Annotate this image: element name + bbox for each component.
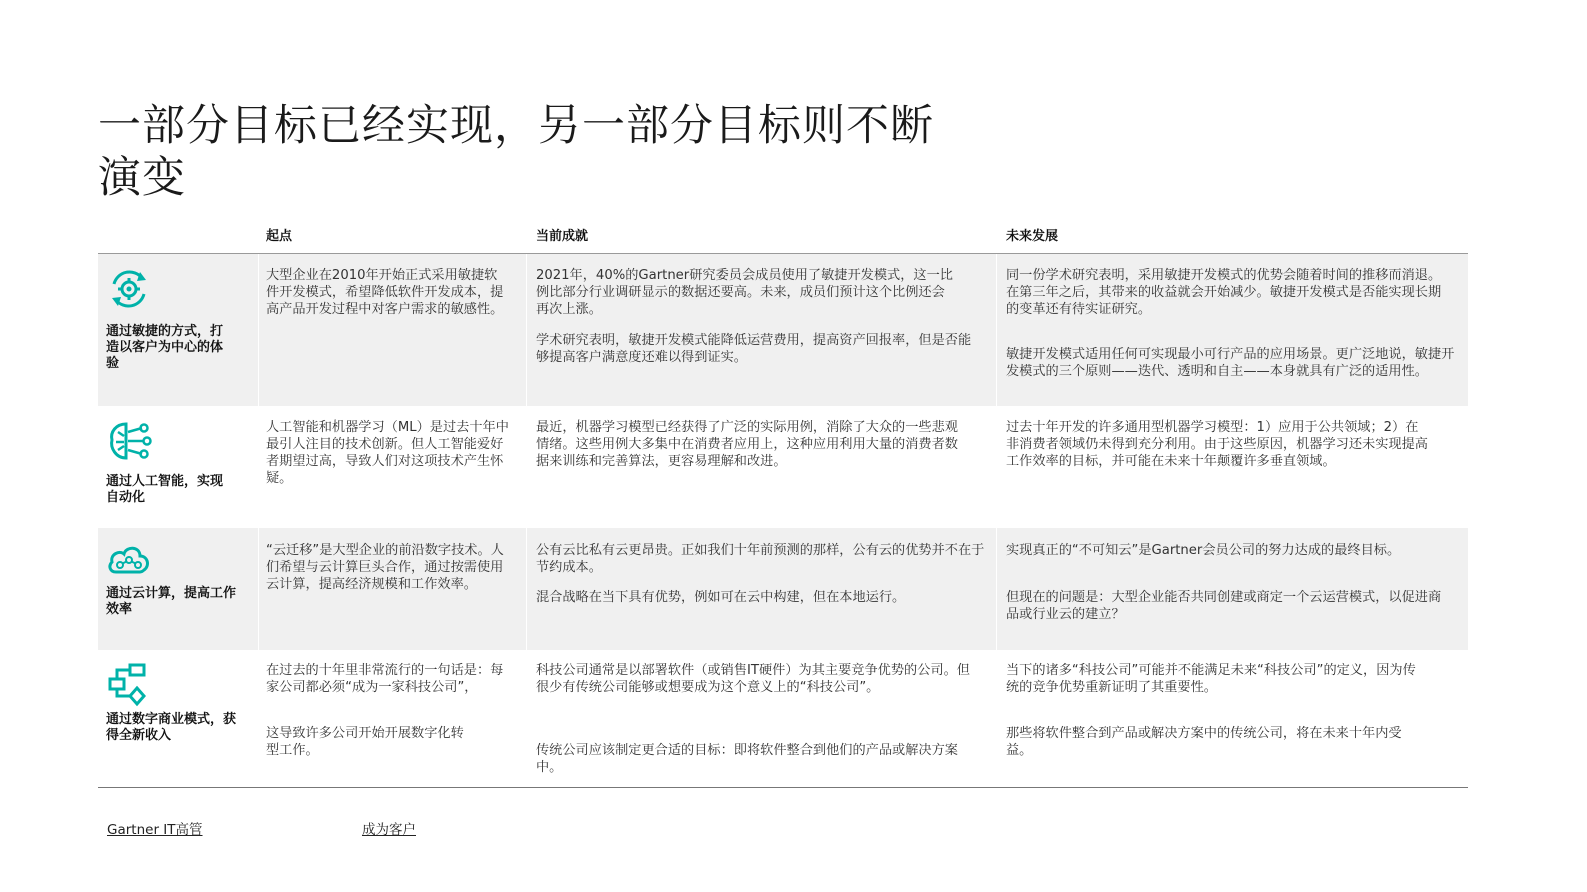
row-current-1: 2021年，40%的Gartner研究委员会成员使用了敏捷开发模式，这一比例比部分行业调研显示的数据还要高。未来，成员们预计这个比例还会再次上涨。 xyxy=(536,268,953,317)
table-header xyxy=(98,225,1468,254)
row-future-2: 敏捷开发模式适用任何可实现最小可行产品的应用场景。更广泛地说，敏捷开发模式的三个原则——迭代、透明和自主——本身就具有广泛的适用性。 xyxy=(1006,347,1455,379)
row-category: 通过云计算，提高工作效率 xyxy=(106,586,237,617)
gartner-it-executives-link[interactable]: Gartner IT高管 xyxy=(107,822,203,838)
table-row xyxy=(98,528,1468,650)
row-future-2: 但现在的问题是：大型企业能否共同创建或商定一个云运营模式，以促进商品或行业云的建立？ xyxy=(1006,590,1442,622)
row-future-1: 当下的诸多“科技公司”可能并不能满足未来“科技公司”的定义，因为传统的竞争优势重新证明了其重要性。 xyxy=(1006,663,1416,695)
row-category: 通过数字商业模式，获得全新收入 xyxy=(106,712,237,743)
header-current: 当前成就 xyxy=(536,229,589,244)
table-row xyxy=(98,650,1468,786)
row-start-2: 这导致许多公司开始开展数字化转型工作。 xyxy=(266,726,464,758)
table-row xyxy=(98,406,1468,528)
cloud-network-icon xyxy=(106,538,152,584)
row-current-2: 学术研究表明，敏捷开发模式能降低运营费用，提高资产回报率，但是否能够提高客户满意度还难以得到证实。 xyxy=(536,333,972,365)
table-row xyxy=(98,254,1468,406)
header-start: 起点 xyxy=(266,229,293,244)
page-title: 一部分目标已经实现，另一部分目标则不断演变 xyxy=(98,101,934,203)
row-future-1: 同一份学术研究表明，采用敏捷开发模式的优势会随着时间的推移而消退。在第三年之后，其带来的收益就会开始减少。敏捷开发模式是否能实现长期的变革还有待实证研究。 xyxy=(1006,268,1442,317)
row-start: “云迁移”是大型企业的前沿数字技术。人们希望与云计算巨头合作，通过按需使用云计算，提高经济规模和工作效率。 xyxy=(266,543,504,592)
header-future: 未来发展 xyxy=(1006,229,1059,244)
agile-gear-icon xyxy=(106,266,152,312)
ai-brain-icon xyxy=(106,418,152,464)
row-future-1: 过去十年开发的许多通用型机器学习模型：1）应用于公共领域；2）在非消费者领域仍未得到充分利用。由于这些原因，机器学习还未实现提高工作效率的目标，并可能在未来十年颠覆许多垂直领域。 xyxy=(1006,420,1428,469)
row-start-1: 在过去的十年里非常流行的一句话是：每家公司都必须“成为一家科技公司”， xyxy=(266,663,504,695)
row-current-2: 传统公司应该制定更合适的目标：即将软件整合到他们的产品或解决方案中。 xyxy=(536,743,958,775)
table-bottom-divider xyxy=(98,787,1468,788)
row-start: 人工智能和机器学习（ML）是过去十年中最引人注目的技术创新。但人工智能爱好者期望过高，导致人们对这项技术产生怀疑。 xyxy=(266,420,509,486)
become-client-link[interactable]: 成为客户 xyxy=(362,822,416,838)
row-current-1: 科技公司通常是以部署软件（或销售IT硬件）为其主要竞争优势的公司。但很少有传统公司能够或想要成为这个意义上的“科技公司”。 xyxy=(536,663,970,695)
row-current-1: 公有云比私有云更昂贵。正如我们十年前预测的那样，公有云的优势并不在于节约成本。 xyxy=(536,543,985,575)
row-category: 通过人工智能，实现自动化 xyxy=(106,474,224,505)
row-future-1: 实现真正的“不可知云”是Gartner会员公司的努力达成的最终目标。 xyxy=(1006,543,1401,558)
comparison-table xyxy=(98,254,1468,786)
business-model-icon xyxy=(106,662,152,708)
row-start: 大型企业在2010年开始正式采用敏捷软件开发模式，希望降低软件开发成本，提高产品开发过程中对客户需求的敏感性。 xyxy=(266,268,504,317)
row-category: 通过敏捷的方式，打造以客户为中心的体验 xyxy=(106,324,224,371)
row-future-2: 那些将软件整合到产品或解决方案中的传统公司，将在未来十年内受益。 xyxy=(1006,726,1402,758)
row-current-1: 最近，机器学习模型已经获得了广泛的实际用例，消除了大众的一些悲观情绪。这些用例大多集中在消费者应用上，这种应用利用大量的消费者数据来训练和完善算法，更容易理解和改进。 xyxy=(536,420,958,469)
row-current-2: 混合战略在当下具有优势，例如可在云中构建，但在本地运行。 xyxy=(536,590,906,605)
